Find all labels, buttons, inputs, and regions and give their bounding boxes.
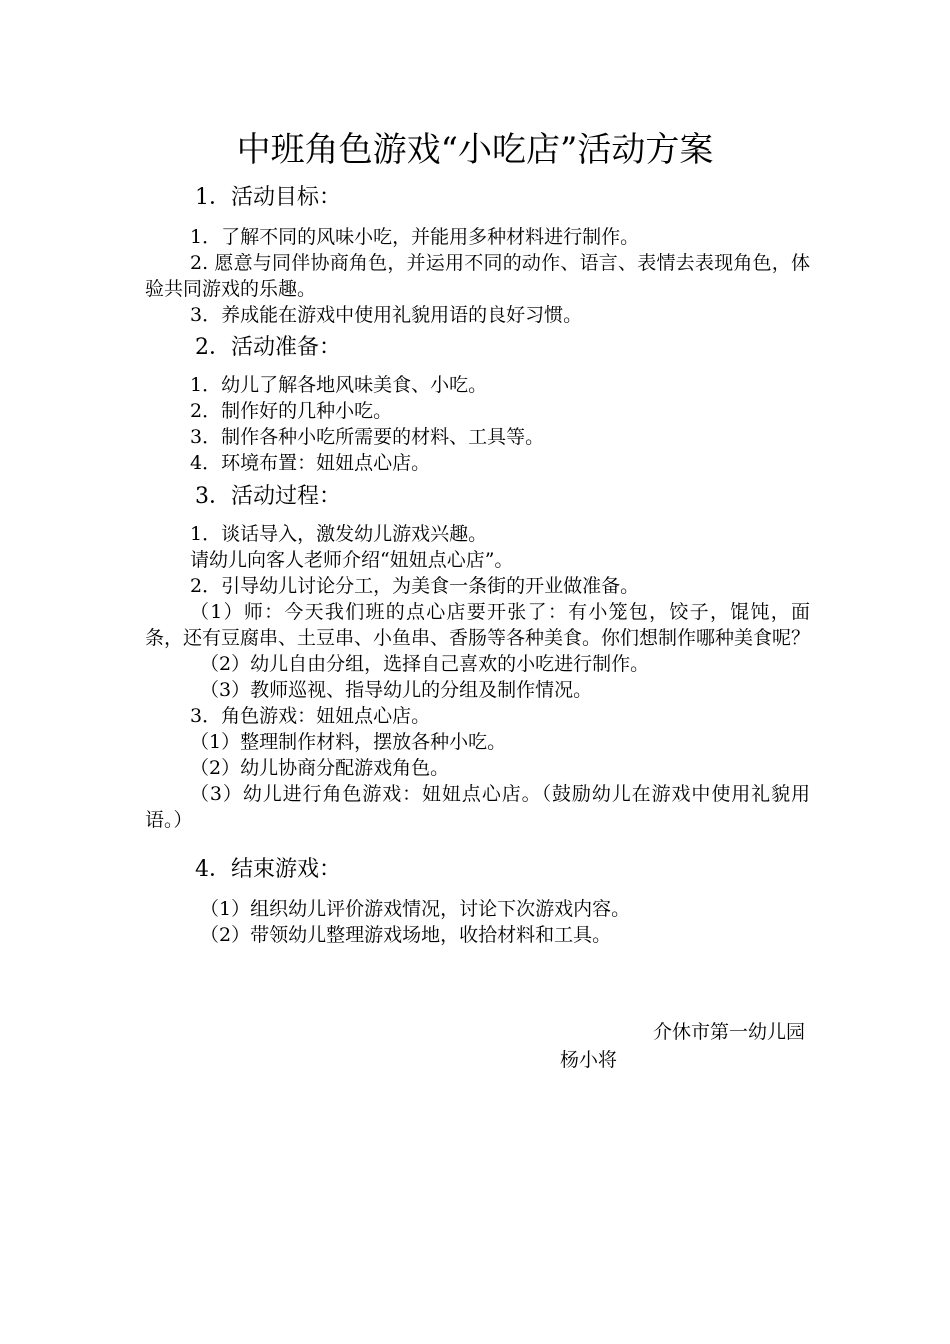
list-item: 1．幼儿了解各地风味美食、小吃。	[190, 374, 488, 396]
list-item: 4．环境布置：妞妞点心店。	[190, 452, 431, 474]
section-objectives-body	[145, 224, 810, 328]
list-item: （3）幼儿进行角色游戏：妞妞点心店。（鼓励幼儿在游戏中使用礼貌用语。）	[145, 783, 810, 831]
list-item: （1）组织幼儿评价游戏情况，讨论下次游戏内容。	[200, 898, 631, 920]
list-item: （3）教师巡视、指导幼儿的分组及制作情况。	[200, 679, 593, 701]
list-item: 2．制作好的几种小吃。	[190, 400, 393, 422]
list-item: 1．了解不同的风味小吃，并能用多种材料进行制作。	[190, 226, 640, 248]
list-item: （2）幼儿自由分组，选择自己喜欢的小吃进行制作。	[200, 653, 650, 675]
section-process-body	[145, 521, 810, 833]
list-item: 1．谈话导入，激发幼儿游戏兴趣。	[190, 523, 488, 545]
list-item: 2. 愿意与同伴协商角色，并运用不同的动作、语言、表情去表现角色，体验共同游戏的乐趣。	[145, 252, 810, 300]
section-preparation	[145, 333, 810, 363]
list-item: 3．角色游戏：妞妞点心店。	[190, 705, 431, 727]
document-title: 中班角色游戏“小吃店”活动方案	[236, 130, 714, 170]
section-objectives	[145, 183, 810, 213]
list-item: 3．制作各种小吃所需要的材料、工具等。	[190, 426, 545, 448]
list-item: （1）师：今天我们班的点心店要开张了：有小笼包，饺子，馄饨，面条，还有豆腐串、土豆串、小鱼串、香肠等各种美食。你们想制作哪种美食呢？	[145, 601, 811, 649]
section-preparation-body	[145, 372, 810, 476]
list-item: 3．养成能在游戏中使用礼貌用语的良好习惯。	[190, 304, 583, 326]
section-heading-preparation: 2．活动准备：	[195, 335, 341, 360]
signature-author: 杨小将	[560, 1049, 618, 1071]
list-item: 2．引导幼儿讨论分工，为美食一条街的开业做准备。	[190, 575, 640, 597]
section-heading-process: 3．活动过程：	[195, 484, 341, 509]
list-item: （2）幼儿协商分配游戏角色。	[190, 757, 450, 779]
section-process	[145, 482, 810, 512]
list-item: （1）整理制作材料，摆放各种小吃。	[190, 731, 507, 753]
section-ending	[145, 855, 810, 885]
section-heading-ending: 4．结束游戏：	[195, 857, 341, 882]
section-heading-objectives: 1．活动目标：	[195, 185, 341, 210]
list-item: 请幼儿向客人老师介绍“妞妞点心店”。	[190, 549, 514, 571]
section-ending-body	[145, 896, 810, 948]
list-item: （2）带领幼儿整理游戏场地，收拾材料和工具。	[200, 924, 612, 946]
signature-organization: 介休市第一幼儿园	[652, 1021, 805, 1043]
